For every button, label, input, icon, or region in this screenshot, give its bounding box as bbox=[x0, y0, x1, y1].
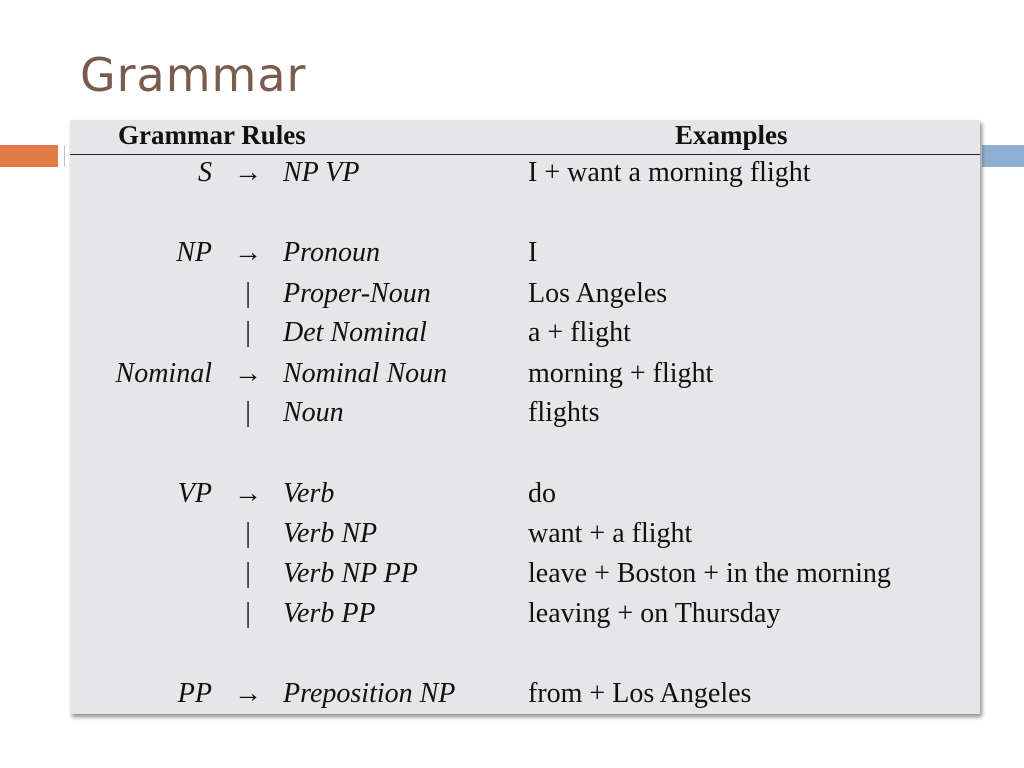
rule-rhs: Nominal Noun bbox=[283, 358, 448, 389]
table-row bbox=[70, 315, 980, 351]
rule-lhs: Nominal bbox=[115, 358, 212, 389]
table-row bbox=[70, 235, 980, 271]
accent-divider bbox=[64, 145, 65, 167]
rule-example: I + want a morning flight bbox=[528, 157, 811, 188]
rule-rhs: Det Nominal bbox=[283, 317, 427, 348]
rule-rhs: Preposition NP bbox=[283, 678, 456, 709]
table-row bbox=[70, 556, 980, 592]
rule-example: morning + flight bbox=[528, 358, 714, 389]
rule-example: from + Los Angeles bbox=[528, 678, 752, 709]
table-row bbox=[70, 676, 980, 712]
rule-rhs: Verb PP bbox=[283, 598, 376, 629]
table-row bbox=[70, 476, 980, 512]
rule-operator: | bbox=[245, 518, 251, 549]
rule-operator: → bbox=[234, 478, 262, 509]
rule-example: want + a flight bbox=[528, 518, 693, 549]
grammar-table bbox=[70, 120, 980, 714]
rule-operator: → bbox=[234, 237, 262, 268]
rule-lhs: PP bbox=[177, 678, 212, 709]
table-row bbox=[70, 276, 980, 312]
rule-lhs: VP bbox=[177, 478, 212, 509]
rule-rhs: Verb NP PP bbox=[283, 558, 418, 589]
table-row bbox=[70, 596, 980, 632]
rule-lhs: S bbox=[198, 157, 212, 188]
rule-rhs: Verb bbox=[283, 478, 335, 509]
accent-bar-right bbox=[982, 145, 1024, 167]
rule-example: a + flight bbox=[528, 317, 631, 348]
rule-rhs: Noun bbox=[283, 397, 344, 428]
rule-lhs: NP bbox=[176, 237, 212, 268]
rule-rhs: Pronoun bbox=[283, 237, 380, 268]
rule-example: Los Angeles bbox=[528, 278, 668, 309]
rule-operator: | bbox=[245, 598, 251, 629]
rule-operator: | bbox=[245, 278, 251, 309]
rule-operator: | bbox=[245, 397, 251, 428]
table-row bbox=[70, 516, 980, 552]
table-row bbox=[70, 395, 980, 431]
rule-example: I bbox=[528, 237, 538, 268]
slide-title: Grammar bbox=[80, 48, 307, 102]
rule-example: leaving + on Thursday bbox=[528, 598, 781, 629]
rule-rhs: Proper-Noun bbox=[283, 278, 431, 309]
rule-example: flights bbox=[528, 397, 600, 428]
header-examples: Examples bbox=[675, 120, 788, 150]
table-row bbox=[70, 155, 980, 191]
rule-operator: → bbox=[234, 157, 262, 188]
rule-operator: | bbox=[245, 558, 251, 589]
header-grammar-rules: Grammar Rules bbox=[118, 120, 306, 150]
rule-operator: | bbox=[245, 317, 251, 348]
table-row bbox=[70, 356, 980, 392]
rule-rhs: Verb NP bbox=[283, 518, 378, 549]
rule-operator: → bbox=[234, 358, 262, 389]
rule-operator: → bbox=[234, 678, 262, 709]
rule-example: leave + Boston + in the morning bbox=[528, 558, 891, 589]
rule-example: do bbox=[528, 478, 556, 509]
rule-rhs: NP VP bbox=[283, 157, 360, 188]
accent-bar-left bbox=[0, 145, 58, 167]
